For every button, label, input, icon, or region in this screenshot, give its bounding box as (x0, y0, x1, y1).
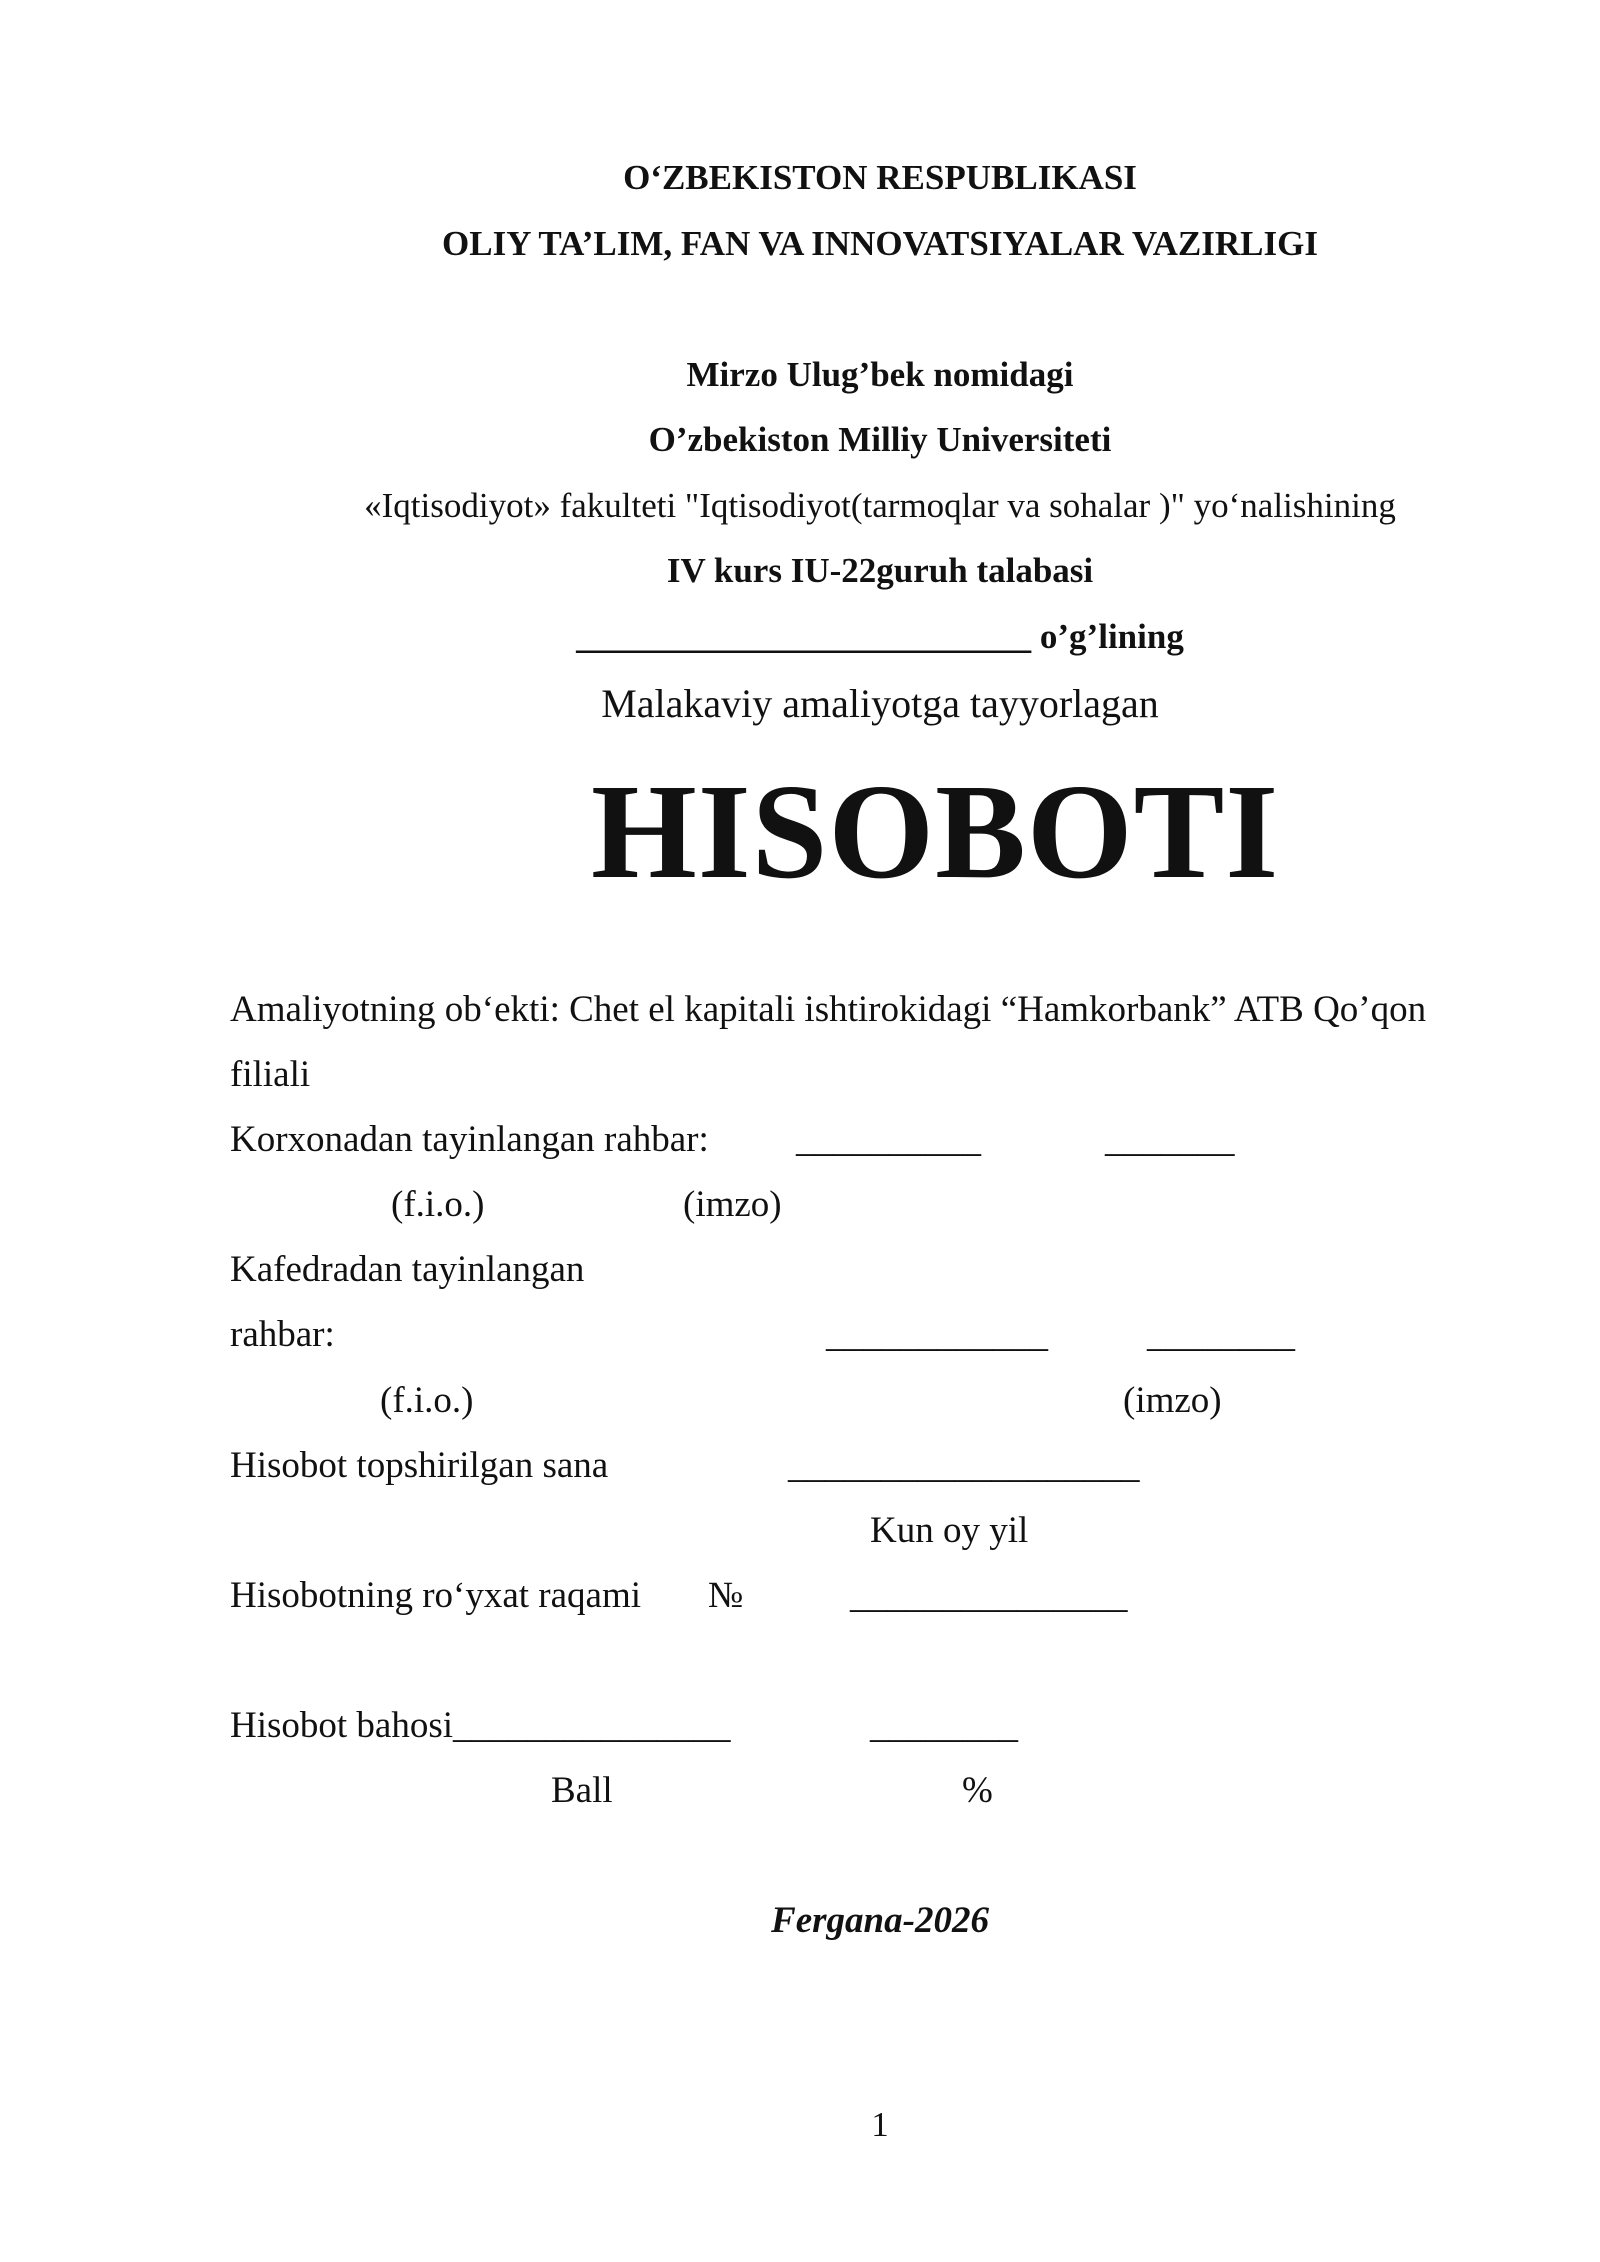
department-supervisor-name-blank: ____________ (826, 1314, 1048, 1355)
department-supervisor-label: Kafedradan tayinlangan (230, 1249, 585, 1290)
university-name-prefix: Mirzo Ulug’bek nomidagi (686, 355, 1074, 394)
percent-caption: % (962, 1770, 993, 1811)
practice-object-line-2: filiali (230, 1054, 311, 1095)
page-number: 1 (871, 2105, 889, 2144)
practice-object-line-1: Amaliyotning ob‘ekti: Chet el kapitali ishtirokidagi “Hamkorbank” ATB Qo’qon (230, 989, 1427, 1030)
date-caption: Kun oy yil (870, 1510, 1029, 1551)
university-name: O’zbekiston Milliy Universiteti (648, 420, 1112, 459)
city-year: Fergana-2026 (771, 1900, 989, 1941)
registry-number-label: Hisobotning ro‘yxat raqami (230, 1575, 642, 1616)
ball-caption: Ball (551, 1770, 613, 1811)
ministry-heading: OLIY TA’LIM, FAN VA INNOVATSIYALAR VAZIRLIGI (442, 224, 1318, 263)
grade-label: Hisobot bahosi_______________ (230, 1705, 731, 1746)
registry-number-blank: _______________ (850, 1575, 1128, 1616)
prepared-line: Malakaviy amaliyotga tayyorlagan (601, 681, 1159, 726)
student-name-line: __________________________ o’g’lining (576, 617, 1184, 656)
signature-caption: (imzo) (1123, 1380, 1222, 1421)
department-supervisor-label-continued: rahbar: (230, 1314, 335, 1355)
submission-date-label: Hisobot topshirilgan sana (230, 1445, 609, 1486)
faculty-line: «Iqtisodiyot» fakulteti "Iqtisodiyot(tarmoqlar va sohalar )" yo‘nalishining (364, 486, 1396, 525)
number-sign: № (708, 1575, 744, 1616)
company-supervisor-label: Korxonadan tayinlangan rahbar: (230, 1119, 709, 1160)
submission-date-blank: ___________________ (788, 1445, 1140, 1486)
company-supervisor-name-blank: __________ (796, 1119, 981, 1160)
signature-caption: (imzo) (683, 1184, 782, 1225)
company-supervisor-signature-blank: _______ (1105, 1119, 1235, 1160)
republic-heading: O‘ZBEKISTON RESPUBLIKASI (623, 158, 1137, 197)
fio-caption: (f.i.o.) (380, 1380, 474, 1421)
fio-caption: (f.i.o.) (391, 1184, 485, 1225)
course-line: IV kurs IU-22guruh talabasi (666, 551, 1094, 590)
department-supervisor-signature-blank: ________ (1147, 1314, 1295, 1355)
grade-percent-blank: ________ (870, 1705, 1018, 1746)
report-title: HISOBOTI (591, 757, 1280, 907)
